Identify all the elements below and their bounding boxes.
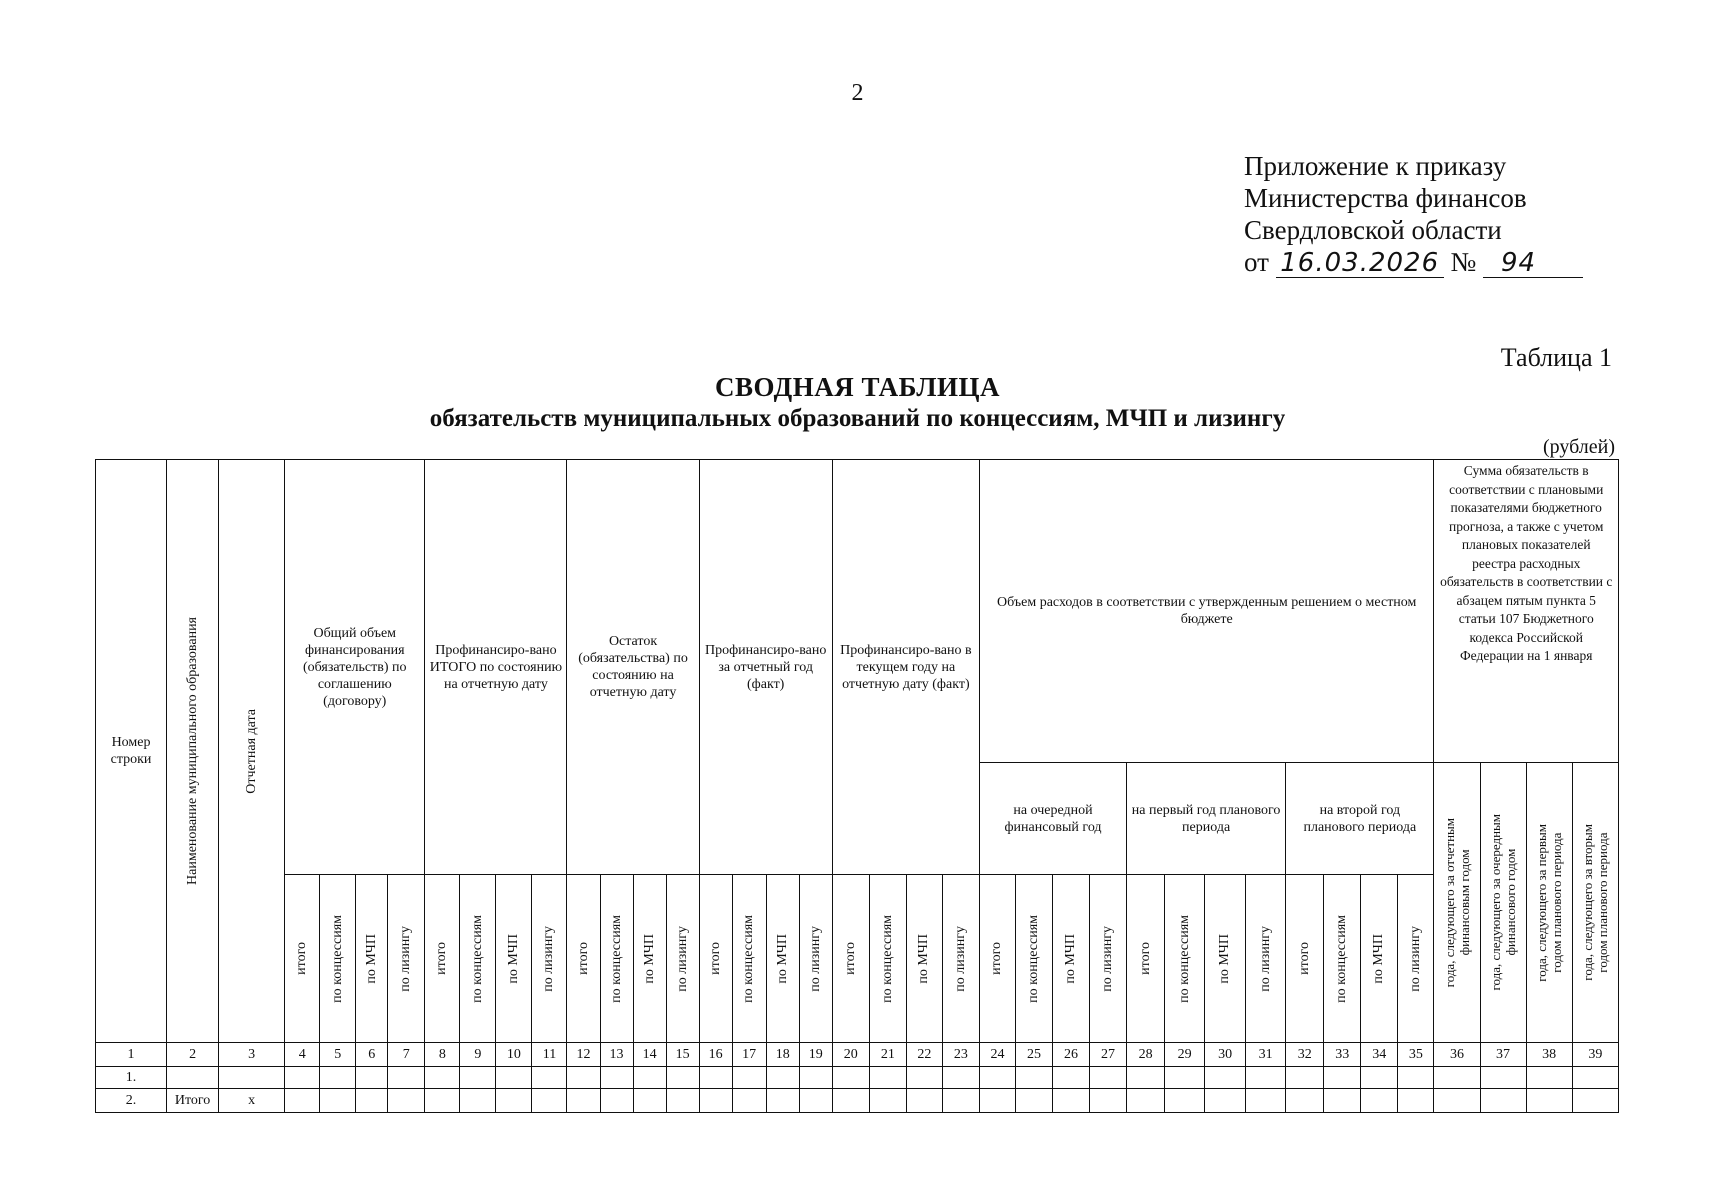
table-label: Таблица 1 bbox=[1500, 343, 1612, 372]
empty-cell bbox=[979, 1089, 1015, 1113]
empty-cell bbox=[1165, 1067, 1205, 1089]
subheader-total: итого bbox=[425, 875, 460, 1043]
header-obligations: Сумма обязательств в соответствии с плановыми показателями бюджетного прогноза, а также с учетом плановых показателей реестра расходных обязательств в соответствии с абзацем пятым пункта 5 статьи 107 Бюджетного кодекса Российской Федерации на 1 января bbox=[1434, 460, 1619, 763]
header-budget-first-plan-year: на первый год планового периода bbox=[1127, 763, 1286, 875]
empty-cell bbox=[1434, 1067, 1480, 1089]
empty-cell bbox=[1286, 1067, 1324, 1089]
column-number: 11 bbox=[532, 1043, 567, 1067]
empty-cell bbox=[1015, 1067, 1052, 1089]
number-label: № bbox=[1450, 247, 1477, 277]
empty-cell bbox=[496, 1067, 532, 1089]
header-budget: Объем расходов в соответствии с утвержденным решением о местном бюджете bbox=[979, 460, 1434, 763]
subheader-concession: по концессиям bbox=[460, 875, 496, 1043]
empty-cell bbox=[1286, 1089, 1324, 1113]
column-number: 19 bbox=[799, 1043, 832, 1067]
header-financed-current: Профинансиро-вано в текущем году на отчетную дату (факт) bbox=[832, 460, 979, 875]
empty-cell bbox=[460, 1067, 496, 1089]
empty-cell bbox=[356, 1067, 388, 1089]
column-number: 18 bbox=[766, 1043, 799, 1067]
empty-cell bbox=[766, 1067, 799, 1089]
column-number: 8 bbox=[425, 1043, 460, 1067]
subheader-concession: по концессиям bbox=[1015, 875, 1052, 1043]
empty-cell bbox=[285, 1067, 320, 1089]
header-budget-next-year: на очередной финансовый год bbox=[979, 763, 1126, 875]
empty-cell bbox=[460, 1089, 496, 1113]
subheader-mchp: по МЧП bbox=[633, 875, 666, 1043]
empty-cell bbox=[1398, 1089, 1434, 1113]
empty-cell bbox=[1127, 1089, 1165, 1113]
column-number: 38 bbox=[1526, 1043, 1572, 1067]
column-number: 15 bbox=[666, 1043, 699, 1067]
empty-cell bbox=[942, 1089, 979, 1113]
subheader-concession: по концессиям bbox=[600, 875, 633, 1043]
column-number: 6 bbox=[356, 1043, 388, 1067]
subheader-mchp: по МЧП bbox=[906, 875, 942, 1043]
empty-cell bbox=[388, 1089, 425, 1113]
subheader-mchp: по МЧП bbox=[356, 875, 388, 1043]
header-remainder: Остаток (обязательства) по состоянию на отчетную дату bbox=[567, 460, 699, 875]
column-number: 29 bbox=[1165, 1043, 1205, 1067]
empty-cell bbox=[1572, 1089, 1618, 1113]
header-municipality-name: Наименование муниципального образования bbox=[167, 460, 219, 1043]
subheader-leasing: по лизингу bbox=[942, 875, 979, 1043]
column-number: 14 bbox=[633, 1043, 666, 1067]
subheader-concession: по концессиям bbox=[320, 875, 356, 1043]
empty-cell bbox=[732, 1089, 766, 1113]
header-row-3 bbox=[96, 875, 1619, 1043]
column-number: 27 bbox=[1090, 1043, 1127, 1067]
empty-cell bbox=[699, 1067, 732, 1089]
column-number: 30 bbox=[1205, 1043, 1246, 1067]
header-budget-second-plan-year: на второй год планового периода bbox=[1286, 763, 1434, 875]
header-obligation-col-36: года, следующего за отчетным финансовым годом bbox=[1434, 763, 1480, 1043]
empty-cell bbox=[1324, 1089, 1361, 1113]
order-number-field bbox=[1483, 248, 1583, 278]
empty-cell bbox=[1205, 1089, 1246, 1113]
summary-table bbox=[95, 459, 1619, 1113]
empty-cell bbox=[1205, 1067, 1246, 1089]
subheader-total: итого bbox=[832, 875, 869, 1043]
column-number: 12 bbox=[567, 1043, 600, 1067]
empty-cell bbox=[633, 1067, 666, 1089]
header-row-number: Номер строки bbox=[96, 460, 167, 1043]
empty-cell bbox=[832, 1067, 869, 1089]
empty-cell bbox=[1361, 1067, 1398, 1089]
column-numbers-row bbox=[96, 1043, 1619, 1067]
empty-cell bbox=[425, 1089, 460, 1113]
column-number: 22 bbox=[906, 1043, 942, 1067]
empty-cell bbox=[1572, 1067, 1618, 1089]
column-number: 39 bbox=[1572, 1043, 1618, 1067]
appendix-line-1: Приложение к приказу bbox=[1244, 151, 1507, 181]
header-financed-total: Профинансиро-вано ИТОГО по состоянию на отчетную дату bbox=[425, 460, 567, 875]
row-1-name bbox=[167, 1067, 219, 1089]
header-obligation-col-38: года, следующего за первым годом планового периода bbox=[1526, 763, 1572, 1043]
empty-cell bbox=[1090, 1067, 1127, 1089]
row-1-date bbox=[219, 1067, 285, 1089]
subheader-total: итого bbox=[1127, 875, 1165, 1043]
empty-cell bbox=[666, 1067, 699, 1089]
subheader-concession: по концессиям bbox=[1324, 875, 1361, 1043]
header-total-financing: Общий объем финансирования (обязательств) по соглашению (договору) bbox=[285, 460, 425, 875]
column-number: 33 bbox=[1324, 1043, 1361, 1067]
from-label: от bbox=[1244, 247, 1269, 277]
column-number: 13 bbox=[600, 1043, 633, 1067]
column-number: 1 bbox=[96, 1043, 167, 1067]
empty-cell bbox=[832, 1089, 869, 1113]
empty-cell bbox=[1398, 1067, 1434, 1089]
order-date-field bbox=[1276, 248, 1444, 278]
column-number: 32 bbox=[1286, 1043, 1324, 1067]
column-number: 31 bbox=[1246, 1043, 1286, 1067]
subheader-total: итого bbox=[699, 875, 732, 1043]
empty-cell bbox=[1480, 1067, 1526, 1089]
column-number: 37 bbox=[1480, 1043, 1526, 1067]
empty-cell bbox=[1480, 1089, 1526, 1113]
subheader-total: итого bbox=[285, 875, 320, 1043]
column-number: 25 bbox=[1015, 1043, 1052, 1067]
empty-cell bbox=[869, 1089, 906, 1113]
column-number: 21 bbox=[869, 1043, 906, 1067]
empty-cell bbox=[869, 1067, 906, 1089]
empty-cell bbox=[942, 1067, 979, 1089]
subheader-leasing: по лизингу bbox=[1246, 875, 1286, 1043]
empty-cell bbox=[1246, 1089, 1286, 1113]
appendix-block bbox=[1244, 150, 1583, 278]
column-number: 23 bbox=[942, 1043, 979, 1067]
empty-cell bbox=[699, 1089, 732, 1113]
subheader-mchp: по МЧП bbox=[1205, 875, 1246, 1043]
empty-cell bbox=[567, 1089, 600, 1113]
table-row bbox=[96, 1089, 1619, 1113]
empty-cell bbox=[1053, 1067, 1090, 1089]
empty-cell bbox=[799, 1089, 832, 1113]
empty-cell bbox=[906, 1089, 942, 1113]
empty-cell bbox=[1090, 1089, 1127, 1113]
empty-cell bbox=[766, 1089, 799, 1113]
subheader-mchp: по МЧП bbox=[766, 875, 799, 1043]
order-number: 94 bbox=[1500, 248, 1537, 278]
document-title: СВОДНАЯ ТАБЛИЦА bbox=[715, 372, 1000, 402]
subheader-total: итого bbox=[567, 875, 600, 1043]
empty-cell bbox=[1015, 1089, 1052, 1113]
appendix-line-3: Свердловской области bbox=[1244, 215, 1502, 245]
column-number: 28 bbox=[1127, 1043, 1165, 1067]
empty-cell bbox=[1324, 1067, 1361, 1089]
column-number: 4 bbox=[285, 1043, 320, 1067]
empty-cell bbox=[1526, 1067, 1572, 1089]
column-number: 36 bbox=[1434, 1043, 1480, 1067]
empty-cell bbox=[1165, 1089, 1205, 1113]
subheader-total: итого bbox=[979, 875, 1015, 1043]
empty-cell bbox=[425, 1067, 460, 1089]
column-number: 26 bbox=[1053, 1043, 1090, 1067]
appendix-date-line bbox=[1244, 246, 1583, 278]
subheader-total: итого bbox=[1286, 875, 1324, 1043]
column-number: 17 bbox=[732, 1043, 766, 1067]
column-number: 16 bbox=[699, 1043, 732, 1067]
subheader-leasing: по лизингу bbox=[532, 875, 567, 1043]
column-number: 7 bbox=[388, 1043, 425, 1067]
subheader-mchp: по МЧП bbox=[1053, 875, 1090, 1043]
unit-label: (рублей) bbox=[1542, 436, 1615, 458]
subheader-leasing: по лизингу bbox=[799, 875, 832, 1043]
subheader-mchp: по МЧП bbox=[496, 875, 532, 1043]
subheader-leasing: по лизингу bbox=[388, 875, 425, 1043]
empty-cell bbox=[1246, 1067, 1286, 1089]
column-number: 3 bbox=[219, 1043, 285, 1067]
empty-cell bbox=[356, 1089, 388, 1113]
subheader-concession: по концессиям bbox=[1165, 875, 1205, 1043]
document-subtitle: обязательств муниципальных образований по концессиям, МЧП и лизингу bbox=[429, 405, 1286, 432]
subheader-leasing: по лизингу bbox=[1398, 875, 1434, 1043]
header-obligation-col-37: года, следующего за очередным финансового годом bbox=[1480, 763, 1526, 1043]
header-obligation-col-39: года, следующего за вторым годом планового периода bbox=[1572, 763, 1618, 1043]
empty-cell bbox=[633, 1089, 666, 1113]
row-2-name: Итого bbox=[167, 1089, 219, 1113]
subheader-concession: по концессиям bbox=[869, 875, 906, 1043]
empty-cell bbox=[732, 1067, 766, 1089]
empty-cell bbox=[1361, 1089, 1398, 1113]
column-number: 20 bbox=[832, 1043, 869, 1067]
column-number: 34 bbox=[1361, 1043, 1398, 1067]
column-number: 5 bbox=[320, 1043, 356, 1067]
column-number: 10 bbox=[496, 1043, 532, 1067]
page-number: 2 bbox=[851, 80, 864, 106]
empty-cell bbox=[906, 1067, 942, 1089]
empty-cell bbox=[496, 1089, 532, 1113]
column-number: 9 bbox=[460, 1043, 496, 1067]
subheader-leasing: по лизингу bbox=[666, 875, 699, 1043]
subheader-concession: по концессиям bbox=[732, 875, 766, 1043]
empty-cell bbox=[1526, 1089, 1572, 1113]
header-row-1 bbox=[96, 460, 1619, 763]
empty-cell bbox=[532, 1067, 567, 1089]
appendix-line-2: Министерства финансов bbox=[1244, 183, 1527, 213]
column-number: 24 bbox=[979, 1043, 1015, 1067]
empty-cell bbox=[532, 1089, 567, 1113]
header-report-date: Отчетная дата bbox=[219, 460, 285, 1043]
empty-cell bbox=[799, 1067, 832, 1089]
empty-cell bbox=[1127, 1067, 1165, 1089]
empty-cell bbox=[600, 1089, 633, 1113]
order-date: 16.03.2026 bbox=[1280, 248, 1440, 278]
header-financed-year: Профинансиро-вано за отчетный год (факт) bbox=[699, 460, 832, 875]
row-1-number: 1. bbox=[96, 1067, 167, 1089]
column-number: 2 bbox=[167, 1043, 219, 1067]
empty-cell bbox=[1434, 1089, 1480, 1113]
empty-cell bbox=[320, 1089, 356, 1113]
empty-cell bbox=[320, 1067, 356, 1089]
empty-cell bbox=[600, 1067, 633, 1089]
table-row bbox=[96, 1067, 1619, 1089]
row-2-number: 2. bbox=[96, 1089, 167, 1113]
empty-cell bbox=[979, 1067, 1015, 1089]
empty-cell bbox=[388, 1067, 425, 1089]
row-2-date: x bbox=[219, 1089, 285, 1113]
subheader-mchp: по МЧП bbox=[1361, 875, 1398, 1043]
subheader-leasing: по лизингу bbox=[1090, 875, 1127, 1043]
empty-cell bbox=[666, 1089, 699, 1113]
empty-cell bbox=[285, 1089, 320, 1113]
empty-cell bbox=[1053, 1089, 1090, 1113]
empty-cell bbox=[567, 1067, 600, 1089]
column-number: 35 bbox=[1398, 1043, 1434, 1067]
